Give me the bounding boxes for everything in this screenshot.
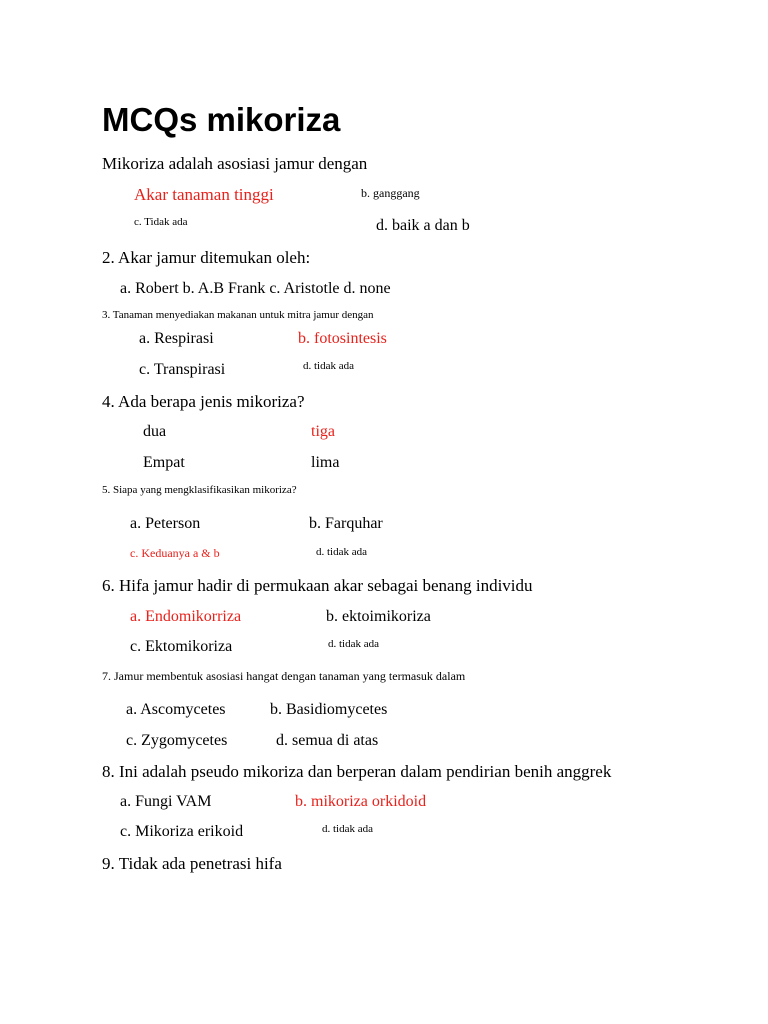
q7-option-a: a. Ascomycetes (126, 701, 226, 718)
question-6-text: 6. Hifa jamur hadir di permukaan akar sebagai benang individu (102, 576, 533, 595)
question-8-text: 8. Ini adalah pseudo mikoriza dan berperan dalam pendirian benih anggrek (102, 762, 612, 781)
q6-option-b: b. ektoimikoriza (326, 608, 431, 625)
q7-option-b: b. Basidiomycetes (270, 701, 388, 718)
q4-option-d: lima (311, 454, 340, 471)
q7-option-c: c. Zygomycetes (126, 732, 228, 749)
q4-option-a: dua (143, 423, 167, 440)
q3-option-b: b. fotosintesis (298, 330, 387, 347)
q8-option-c: c. Mikoriza erikoid (120, 823, 244, 840)
question-4-text: 4. Ada berapa jenis mikoriza? (102, 392, 305, 411)
q8-option-b: b. mikoriza orkidoid (295, 793, 427, 810)
question-2-text: 2. Akar jamur ditemukan oleh: (102, 248, 311, 267)
question-1-text: Mikoriza adalah asosiasi jamur dengan (102, 154, 368, 173)
q1-option-b: b. ganggang (361, 186, 420, 200)
q1-option-a: Akar tanaman tinggi (134, 185, 274, 204)
q1-option-c: c. Tidak ada (134, 216, 188, 228)
q5-option-c: c. Keduanya a & b (130, 546, 220, 560)
q6-option-d: d. tidak ada (328, 638, 380, 650)
page-title: MCQs mikoriza (102, 101, 341, 138)
q3-option-c: c. Transpirasi (139, 361, 226, 378)
q8-option-a: a. Fungi VAM (120, 793, 212, 810)
q5-option-a: a. Peterson (130, 515, 201, 532)
q7-option-d: d. semua di atas (276, 732, 379, 749)
q3-option-d: d. tidak ada (303, 360, 355, 372)
q5-option-d: d. tidak ada (316, 546, 368, 558)
q5-option-b: b. Farquhar (309, 515, 383, 532)
q8-option-d: d. tidak ada (322, 823, 374, 835)
q4-option-b: tiga (311, 423, 335, 440)
q3-option-a: a. Respirasi (139, 330, 214, 347)
question-7-text: 7. Jamur membentuk asosiasi hangat dengan tanaman yang termasuk dalam (102, 669, 466, 683)
q4-option-c: Empat (143, 454, 185, 471)
q6-option-a: a. Endomikorriza (130, 608, 242, 625)
question-3-text: 3. Tanaman menyediakan makanan untuk mitra jamur dengan (102, 309, 374, 321)
q1-option-d: d. baik a dan b (376, 217, 470, 234)
q2-options: a. Robert b. A.B Frank c. Aristotle d. none (120, 280, 391, 297)
question-5-text: 5. Siapa yang mengklasifikasikan mikoriza? (102, 484, 297, 496)
q6-option-c: c. Ektomikoriza (130, 638, 233, 655)
question-9-text: 9. Tidak ada penetrasi hifa (102, 854, 282, 873)
